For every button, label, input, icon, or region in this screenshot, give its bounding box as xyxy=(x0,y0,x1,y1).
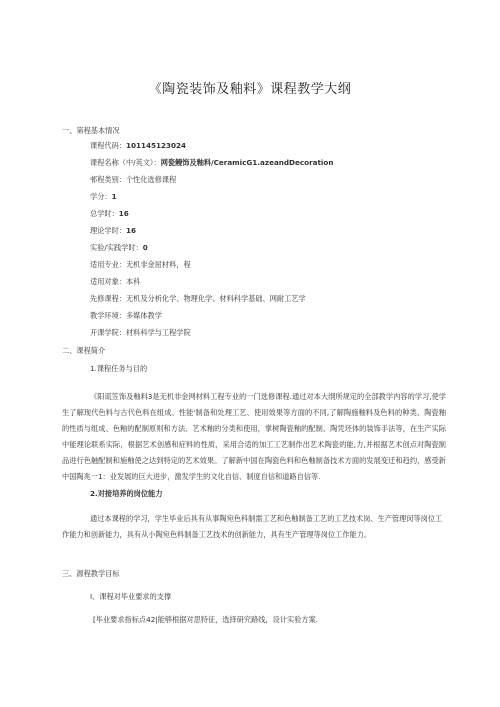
info-row-environment xyxy=(90,311,162,321)
info-label: 适用对象： xyxy=(90,277,126,286)
info-value: 无机及分析化学、物理化学、材料科学基础、网耐工艺学 xyxy=(125,294,306,303)
info-row-major xyxy=(90,260,191,270)
info-value: 16 xyxy=(118,209,129,218)
graduation-requirement-line: [毕业要求指标点42|能够根据对思特征，选择研究路线，设计实验方案. xyxy=(93,615,319,624)
info-value: 本科 xyxy=(125,277,141,286)
section-heading-objectives: 三、源程教学目标 xyxy=(62,569,120,578)
info-row-total-hours xyxy=(90,209,129,219)
info-row-theory-hours xyxy=(90,226,136,236)
info-row-audience xyxy=(90,277,140,287)
info-label: 实验/实践学时： xyxy=(90,243,143,252)
info-label: 学分： xyxy=(90,192,112,201)
section-heading-basic-info: 一、第程基本情况 xyxy=(62,126,120,135)
info-row-credits xyxy=(90,192,117,202)
info-row-course-code xyxy=(90,141,186,151)
info-row-prerequisites xyxy=(90,294,306,304)
info-value: 1 xyxy=(111,192,117,201)
info-label: 总学时： xyxy=(90,209,119,218)
info-value: 材料科学与工程学院 xyxy=(125,328,191,337)
info-label: 邨程类别： xyxy=(90,175,126,184)
info-value: 个性化选修课程 xyxy=(125,175,177,184)
info-row-college xyxy=(90,328,191,338)
info-row-course-name xyxy=(90,158,333,168)
paragraph-course-task: 《阳谎笠饰及釉料3是无机非金网材料工程专业的一门选修课程.通过对本大纲所规定的全部教学内容的学习,使学生了解现代色料与古代色料在组成、性能'制备和处理工艺、使用效果等方面的不同,了解陶施釉料及色料的种类、陶瓷釉的性质与组成、色釉的配制原则和方法、艺术釉的分类和使用，掌树陶瓷釉的配制、陶凭坯体的装饰手法等，在生产实际中能理论联系实际，根据艺术创感和症料的性质，采用合适的加工工艺制作出艺术陶瓷的能,力,并根据艺术创点对陶瓷制品进行色触配制和施釉使之达到特定的艺术效果。了解新中国在陶瓷色料和色釉制备技术方面的发展变迁和趋约，感受新中国陶兆一1：业发展的巨大进步，激发学生的文化自信、制度自信和道路自信等. xyxy=(62,392,446,481)
info-label: 先修课程： xyxy=(90,294,126,303)
section-heading-intro: 二、课程简介 xyxy=(62,346,106,355)
info-value: 无机非金屈材料，程 xyxy=(125,260,191,269)
subheading-graduation-support: I、课程对毕业要求的支撑 xyxy=(90,592,172,601)
info-label: 教学环境： xyxy=(90,311,126,320)
info-value: 101145123024 xyxy=(125,141,186,150)
info-row-lab-hours xyxy=(90,243,148,253)
info-value: 多媒体教学 xyxy=(125,311,162,320)
subheading-job-ability: 2.对接培养的岗位能力 xyxy=(90,489,163,498)
info-value: 0 xyxy=(142,243,148,252)
info-label: 课程名称（中/英文）： xyxy=(90,158,161,167)
info-value: 16 xyxy=(125,226,136,235)
page-title: 《陶瓷装饰及釉料》课程教学大纲 xyxy=(148,82,352,97)
info-row-course-category xyxy=(90,175,176,185)
info-label: 适用专业： xyxy=(90,260,126,269)
info-label: 课程代码： xyxy=(90,141,126,150)
paragraph-job-ability: 通过本课程的学习，学生毕业后具有从事陶宛色科制需工艺和色釉制备工艺的工艺技术岗、生产管理闵等岗位工作能力和创新能力，具有从小陶宛色料制备工艺技术的创新能力，具有生产管理等岗位工作能力。 xyxy=(62,514,443,539)
subheading-course-task: 1.课程任务与目的 xyxy=(90,364,148,373)
info-label: 理论学时： xyxy=(90,226,126,235)
info-label: 开课学院： xyxy=(90,328,126,337)
info-value: 网瓷鳗饰及釉料/CeramicG1.azeandDecoration xyxy=(160,158,334,167)
